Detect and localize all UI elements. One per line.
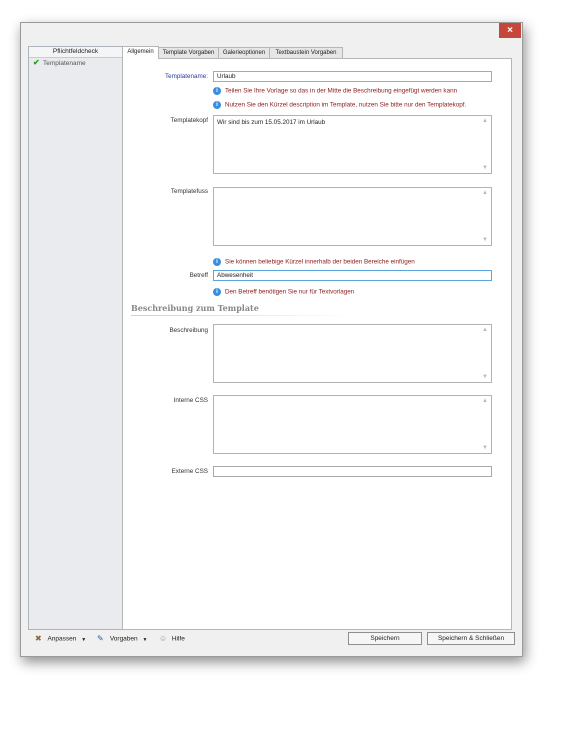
scroll-down-icon[interactable]: ▼ [482, 165, 488, 171]
templatekopf-value: Wir sind bis zum 15.05.2017 im Urlaub [217, 119, 326, 126]
interne-css-textarea[interactable] [213, 395, 492, 454]
info-text: Sie können beliebige Kürzel innerhalb der beiden Bereiche einfügen [225, 258, 415, 266]
scroll-down-icon[interactable]: ▼ [482, 374, 488, 380]
hilfe-button[interactable] [159, 633, 185, 645]
tools-icon: ✖ [35, 634, 42, 643]
scroll-up-icon[interactable]: ▲ [482, 118, 488, 124]
section-divider [131, 315, 351, 316]
tab-template-vorgaben[interactable]: Template Vorgaben [158, 47, 219, 58]
required-field-header: Pflichtfeldcheck [29, 47, 122, 58]
templatefuss-textarea[interactable] [213, 187, 492, 246]
info-icon: i [213, 87, 221, 95]
beschreibung-textarea[interactable] [213, 324, 492, 383]
templatefuss-label: Templatefuss [170, 188, 208, 195]
tab-allgemein[interactable]: Allgemein [122, 46, 159, 59]
info-message [213, 288, 354, 296]
externe-css-input[interactable] [213, 466, 492, 477]
info-message [213, 258, 415, 266]
beschreibung-label: Beschreibung [169, 327, 208, 334]
info-text: Nutzen Sie den Kürzel description im Template, nutzen Sie bitte nur den Templatekopf. [225, 101, 467, 109]
info-icon: i [213, 288, 221, 296]
scroll-up-icon[interactable]: ▲ [482, 327, 488, 333]
externe-css-label: Externe CSS [171, 468, 208, 475]
required-field-item[interactable] [29, 58, 122, 68]
info-icon: i [213, 101, 221, 109]
help-icon: ☺ [159, 634, 168, 643]
tab-textbaustein-vorgaben[interactable]: Textbaustein Vorgaben [269, 47, 343, 58]
save-close-button[interactable]: Speichern & Schließen [427, 632, 515, 645]
dropdown-arrow-icon: ▼ [81, 636, 87, 643]
required-field-label: Templatename [43, 60, 86, 67]
save-button[interactable]: Speichern [348, 632, 422, 645]
dropdown-arrow-icon: ▼ [142, 636, 148, 643]
vorgaben-menu[interactable] [97, 633, 147, 645]
templatename-label: Templatename: [164, 73, 208, 80]
info-text: Den Betreff benötigen Sie nur für Textvorlagen [225, 288, 355, 296]
info-message [213, 87, 457, 95]
hilfe-label: Hilfe [171, 635, 185, 643]
tab-galerieoptionen[interactable]: Galerieoptionen [218, 47, 270, 58]
close-icon: × [507, 25, 513, 36]
betreff-input[interactable]: Abwesenheit [213, 270, 492, 281]
info-text: Teilen Sie Ihre Vorlage so das in der Mitte die Beschreibung eingefügt werden kann [225, 87, 458, 95]
scroll-down-icon[interactable]: ▼ [482, 237, 488, 243]
interne-css-label: Interne CSS [173, 397, 208, 404]
scroll-up-icon[interactable]: ▲ [482, 398, 488, 404]
tab-content [122, 58, 512, 630]
vorgaben-label: Vorgaben [109, 635, 138, 643]
templatekopf-textarea[interactable] [213, 115, 492, 174]
dialog-window [20, 22, 523, 657]
scroll-down-icon[interactable]: ▼ [482, 445, 488, 451]
templatename-input[interactable]: Urlaub [213, 71, 492, 82]
scroll-up-icon[interactable]: ▲ [482, 190, 488, 196]
anpassen-menu[interactable] [35, 633, 86, 645]
required-field-panel [28, 46, 123, 630]
info-icon: i [213, 258, 221, 266]
betreff-label: Betreff [189, 272, 208, 279]
info-message [213, 101, 466, 109]
check-icon: ✔ [33, 58, 40, 67]
close-button[interactable] [499, 23, 521, 38]
pen-icon: ✎ [97, 634, 104, 643]
templatekopf-label: Templatekopf [170, 117, 208, 124]
section-title: Beschreibung zum Template [131, 303, 259, 313]
anpassen-label: Anpassen [47, 635, 77, 643]
